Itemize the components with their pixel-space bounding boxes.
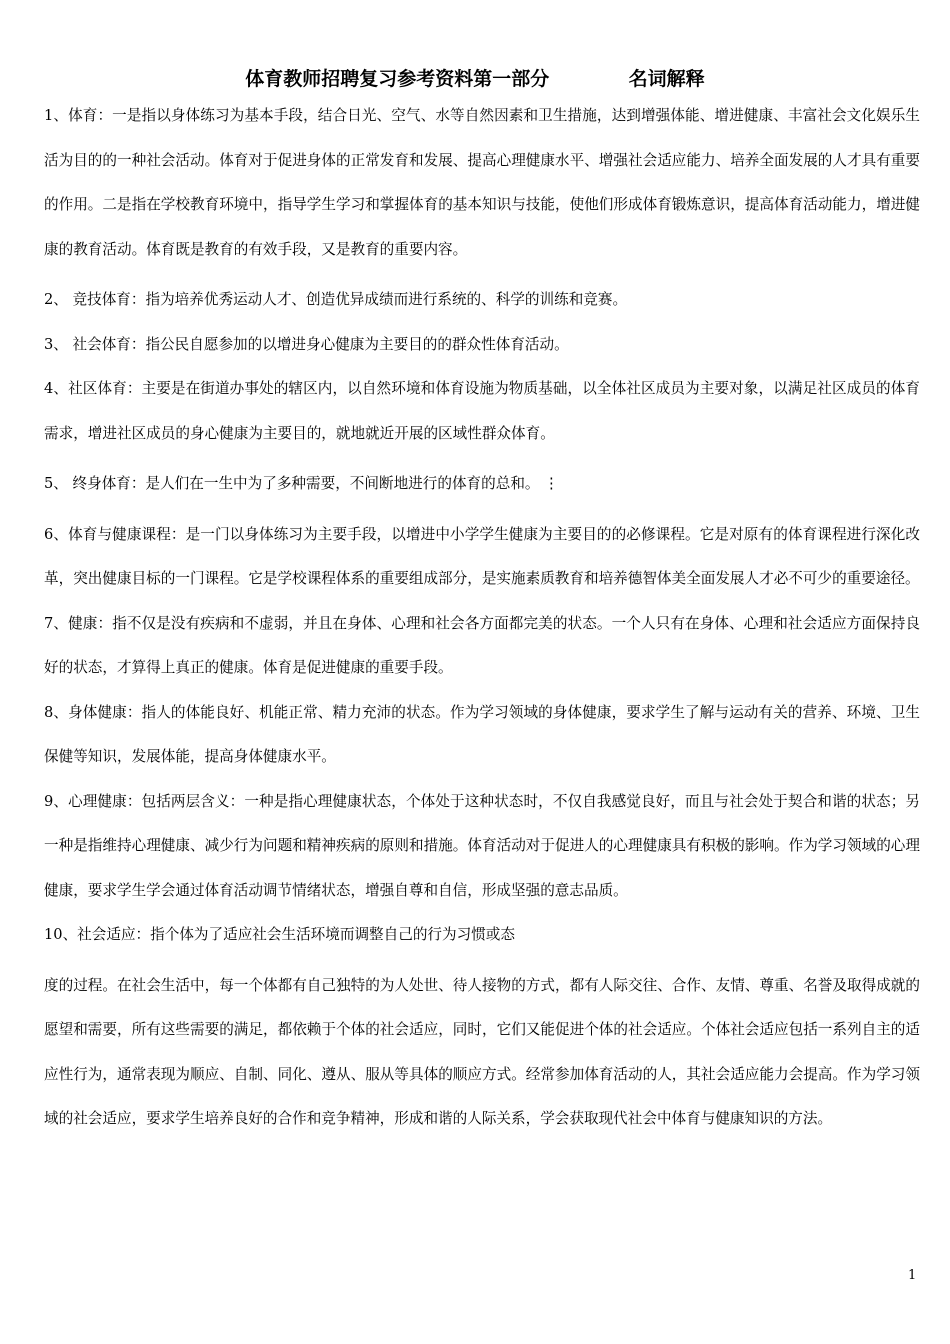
paragraph-term-10-social-adaptation: 10、社会适应：指个体为了适应社会生活环境而调整自己的行为习惯或态 — [44, 926, 515, 943]
paragraph-term-5-lifelong-sports: 5、 终身体育：是人们在一生中为了多种需要，不间断地进行的体育的总和。 ⋮ — [44, 475, 559, 492]
paragraph-term-2-competitive-sports: 2、 竞技体育：指为培养优秀运动人才、创造优异成绩而进行系统的、科学的训练和竞赛。 — [44, 291, 628, 308]
paragraph-term-3-social-sports: 3、 社会体育：指公民自愿参加的以增进身心健康为主要目的的群众性体育活动。 — [44, 335, 569, 353]
paragraph-term-1-physical-education: 1、体育：一是指以身体练习为基本手段，结合日光、空气、水等自然因素和卫生措施，达到增强体能、增进健康、丰富社会文化娱乐生活为目的的一种社会活动。体育对于促进身体的正常发育和发展、提高心理健康水平、增强社会适应能力、培养全面发展的人才具有重要的作用。二是指在学校教育环境中，指导学生学习和掌握体育的基本知识与技能，使他们形成体育锻炼意识，提高体育活动能力，增进健康的教育活动。体育既是教育的有效手段，又是教育的重要内容。 — [44, 107, 920, 258]
paragraph-term-6-pe-health-course: 6、体育与健康课程：是一门以身体练习为主要手段，以增进中小学学生健康为主要目的的必修课程。它是对原有的体育课程进行深化改革，突出健康目标的一门课程。它是学校课程体系的重要组成部分，是实施素质教育和培养德智体美全面发展人才必不可少的重要途径。 — [44, 525, 920, 587]
paragraph-term-7-health: 7、健康：指不仅是没有疾病和不虚弱，并且在身体、心理和社会各方面都完美的状态。一个人只有在身体、心理和社会适应方面保持良好的状态，才算得上真正的健康。体育是促进健康的重要手段。 — [44, 614, 920, 676]
document-body — [44, 94, 920, 1142]
paragraph-term-10-continued: 度的过程。在社会生活中，每一个体都有自己独特的为人处世、待人接物的方式，都有人际交往、合作、友情、尊重、名誉及取得成就的愿望和需要，所有这些需要的满足，都依赖于个体的社会适应，同时，它们又能促进个体的社会适应。个体社会适应包括一系列自主的适应性行为，通常表现为顺应、自制、同化、遵从、服从等具体的顺应方式。经常参加体育活动的人，其社会适应能力会提高。作为学习领域的社会适应，要求学生培养良好的合作和竞争精神，形成和谐的人际关系，学会获取现代社会中体育与健康知识的方法。 — [44, 976, 920, 1127]
document-title: 体育教师招聘复习参考资料第一部分 名词解释 — [245, 68, 705, 90]
paragraph-term-4-community-sports: 4、社区体育：主要是在街道办事处的辖区内，以自然环境和体育设施为物质基础，以全体社区成员为主要对象，以满足社区成员的体育需求，增进社区成员的身心健康为主要目的，就地就近开展的区域性群众体育。 — [44, 380, 920, 442]
page-number: 1 — [908, 1268, 917, 1283]
paragraph-term-9-mental-health: 9、心理健康：包括两层含义：一种是指心理健康状态，个体处于这种状态时，不仅自我感觉良好，而且与社会处于契合和谐的状态；另一种是指维持心理健康、减少行为问题和精神疾病的原则和措施。体育活动对于促进人的心理健康具有积极的影响。作为学习领域的心理健康，要求学生学会通过体育活动调节情绪状态，增强自尊和自信，形成坚强的意志品质。 — [44, 792, 920, 899]
paragraph-term-8-physical-health: 8、身体健康：指人的体能良好、机能正常、精力充沛的状态。作为学习领域的身体健康，要求学生了解与运动有关的营养、环境、卫生保健等知识，发展体能，提高身体健康水平。 — [44, 703, 920, 765]
